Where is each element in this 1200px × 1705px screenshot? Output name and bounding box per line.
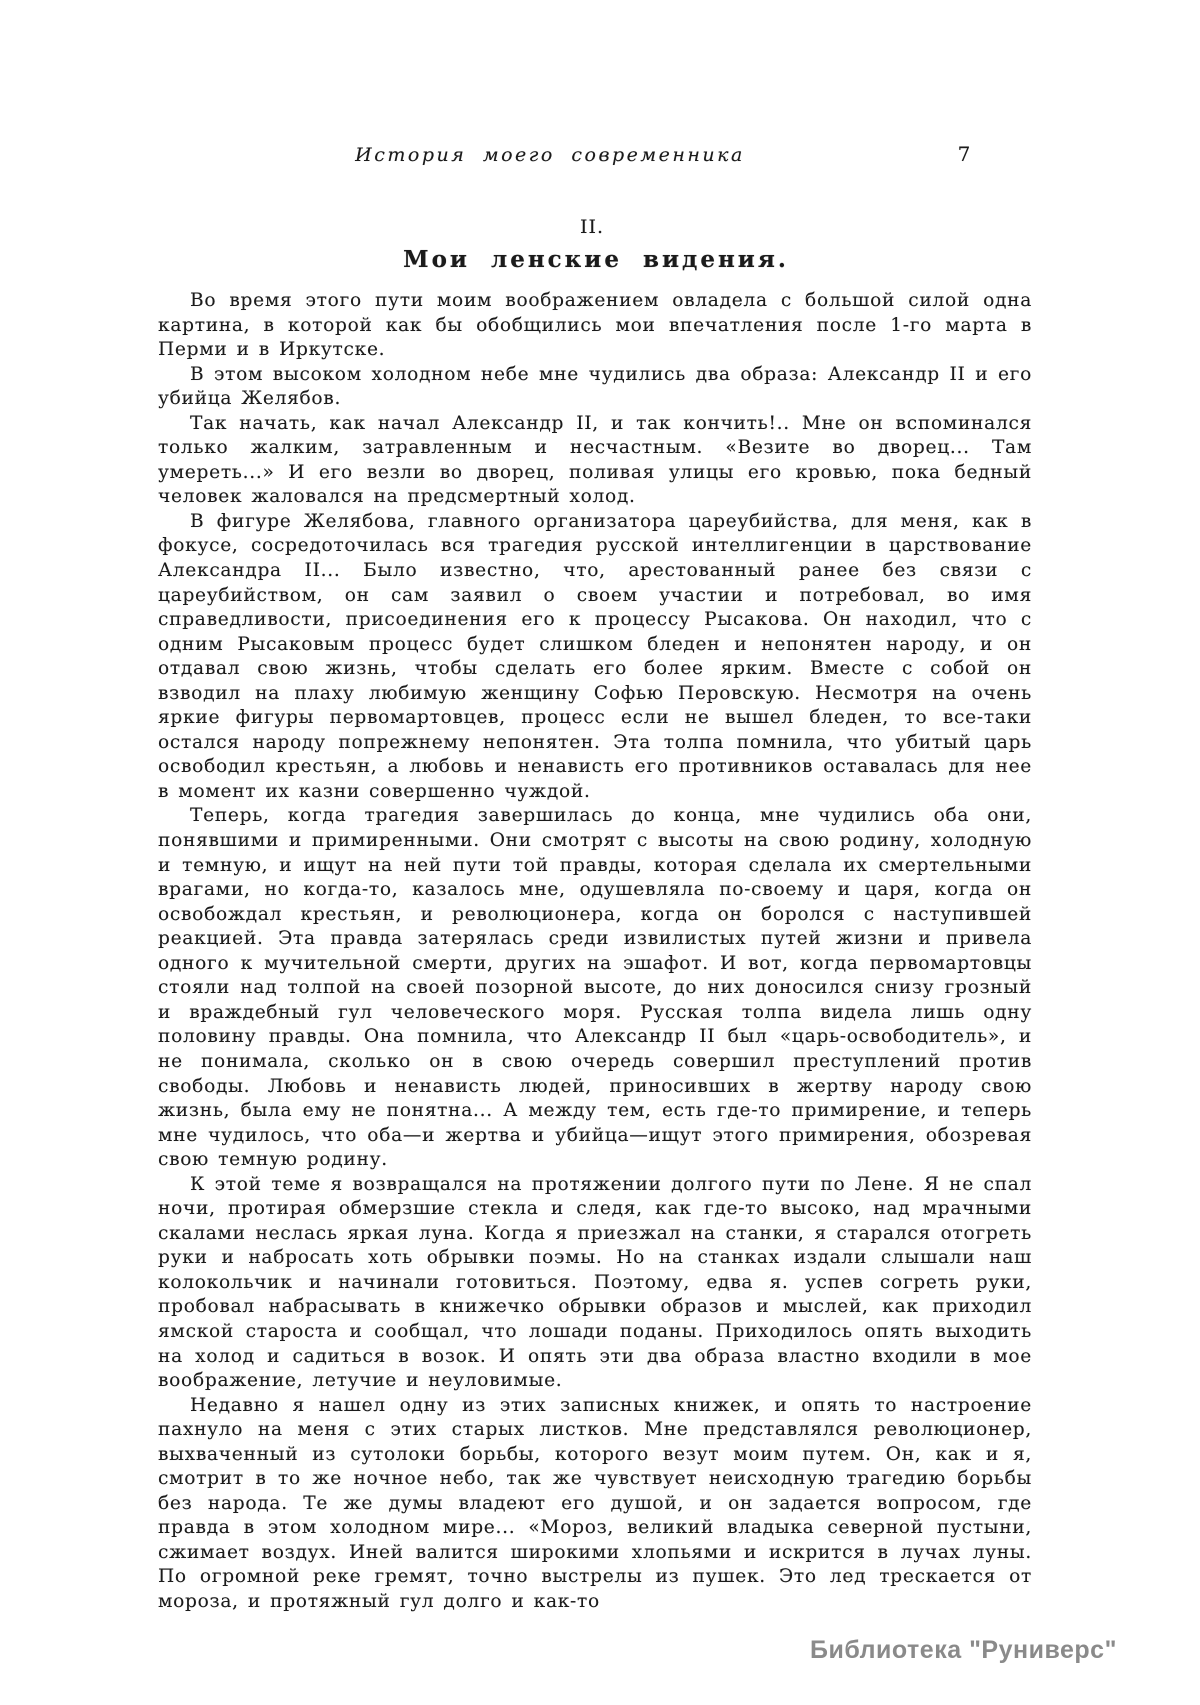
paragraph: В фигуре Желябова, главного организатора цареубийства, для меня, как в фокусе, сосредоточилась вся трагедия русской интеллигенции в царствование Александра II... Было известно, что, арестованный ранее без связи с цареубийством, он сам заявил о своем участии и потребовал, во имя справедливости, присоединения его к процессу Рысакова. Он находил, что с одним Рысаковым процесс будет слишком бледен и непонятен народу, и он отдавал свою жизнь, чтобы сделать его более ярким. Вместе с собой он взводил на плаху любимую женщину Софью Перовскую. Несмотря на очень яркие фигуры первомартовцев, процесс если не вышел бледен, то все-таки остался народу попрежнему непонятен. Эта толпа помнила, что убитый царь освободил крестьян, а любовь и ненависть его противников оставалась для нее в момент их казни совершенно чуждой. — [158, 510, 1032, 802]
body-text — [158, 289, 1032, 1615]
paragraph: К этой теме я возвращался на протяжении долгого пути по Лене. Я не спал ночи, протирая обмерзшие стекла и следя, как где-то высоко, над мрачными скалами неслась яркая луна. Когда я приезжал на станки, я старался отогреть руки и набросать хоть обрывки поэмы. Но на станках издали слышали наш колокольчик и начинали готовиться. Поэтому, едва я. успев согреть руки, пробовал набрасывать в книжечко обрывки образов и мыслей, как приходил ямской староста и сообщал, что лошади поданы. Приходилось опять выходить на холод и садиться в возок. И опять эти два образа властно входили в мое воображение, летучие и неуловимые. — [158, 1173, 1032, 1392]
page-number: 7 — [957, 142, 971, 166]
paragraph: Теперь, когда трагедия завершилась до конца, мне чудились оба они, понявшими и примиренными. Они смотрят с высоты на свою родину, холодную и темную, и ищут на ней пути той правды, которая сделала их смертельными врагами, но когда-то, казалось мне, одушевляла по-своему и царя, когда он освобождал крестьян, и революционера, когда он боролся с наступившей реакцией. Эта правда затерялась среди извилистых путей жизни и привела одного к мучительной смерти, других на эшафот. И вот, когда первомартовцы стояли над толпой на своей позорной высоте, до них доносился снизу грозный и враждебный гул человеческого моря. Русская толпа видела лишь одну половину правды. Она помнила, что Александр II был «царь-освободитель», и не понимала, сколько он в свою очередь совершил преступлений против свободы. Любовь и ненависть людей, приносивших в жертву народу свою жизнь, была ему не понятна... А между тем, есть где-то примирение, и теперь мне чудилось, что оба—и жертва и убийца—ищут этого примирения, обозревая свою темную родину. — [158, 805, 1032, 1171]
paragraph: Недавно я нашел одну из этих записных книжек, и опять то настроение пахнуло на меня с этих старых листков. Мне представлялся революционер, выхваченный из сутолоки борьбы, которого везут моим путем. Он, как и я, смотрит в то же ночное небо, так же чувствует неисходную трагедию борьбы без народа. Те же думы владеют его душой, и он задается вопросом, где правда в этом холодном мире... «Мороз, великий владыка северной пустыни, сжимает воздух. Иней валится широкими хлопьями и искрится в лучах луны. По огромной реке гремят, точно выстрелы из пушек. Это лед трескается от мороза, и протяжный гул долго и как-то — [158, 1394, 1032, 1612]
paragraph: Так начать, как начал Александр II, и так кончить!.. Мне он вспоминался только жалким, затравленным и несчастным. «Везите во дворец... Там умереть...» И его везли во дворец, поливая улицы его кровью, пока бедный человек жаловался на предсмертный холод. — [158, 412, 1032, 508]
paragraph: В этом высоком холодном небе мне чудились два образа: Александр II и его убийца Желябов. — [158, 363, 1032, 410]
section-title: Мои ленские видения. — [403, 246, 789, 273]
running-header: История моего современника — [355, 144, 745, 166]
section-number: II. — [579, 216, 605, 238]
paragraph: Во время этого пути моим воображением овладела с большой силой одна картина, в которой как бы обобщились мои впечатления после 1-го марта в Перми и в Иркутске. — [158, 290, 1032, 361]
library-watermark: Библиотека "Руниверс" — [810, 1636, 1117, 1664]
